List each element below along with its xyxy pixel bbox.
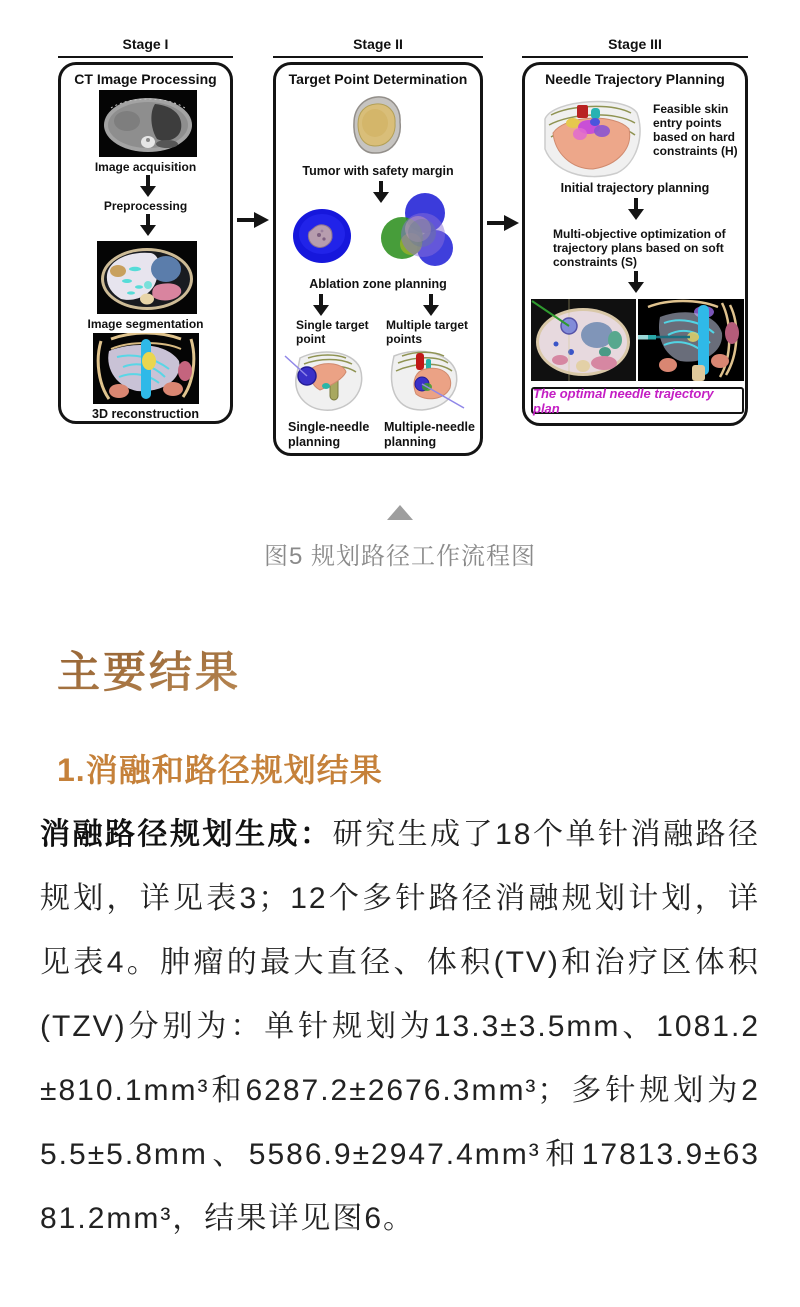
section-subtitle: 1.消融和路径规划结果 — [57, 752, 383, 789]
label-initial-trajectory: Initial trajectory planning — [560, 181, 710, 195]
label-image-segmentation: Image segmentation — [87, 317, 204, 331]
figure-caption: 图5 规划路径工作流程图 — [263, 543, 536, 570]
article-body — [0, 649, 800, 1251]
label-multiobjective: Multi-objective optimization of trajectory plans based on soft constraints (S) — [553, 227, 726, 270]
reconstruction-image — [93, 333, 199, 404]
arrow-down-icon — [139, 214, 157, 236]
feasible-points-image — [535, 93, 647, 181]
label-single-needle: Single-needle planning — [288, 420, 370, 449]
ablation-multi-image — [378, 191, 454, 273]
ablation-single-image — [291, 207, 353, 265]
arrow-down-icon — [627, 198, 645, 220]
stage1-label: Stage I — [58, 36, 233, 58]
stage2-panel — [273, 62, 483, 456]
stage3-panel — [522, 62, 748, 426]
optimal-plan-box — [531, 387, 744, 414]
label-multiple-needle: Multiple-needle planning — [384, 420, 475, 449]
arrow-down-icon — [312, 294, 330, 316]
stage1-title: CT Image Processing — [74, 71, 217, 87]
stage2-label: Stage II — [273, 36, 483, 58]
paragraph-text: 研究生成了18个单针消融路径规划，详见表3；12个多针路径消融规划计划，详见表4。肿瘤的最大直径、体积(TV)和治疗区体积(TZV)分别为：单针规划为13.3±3.5mm、1081.2±810.1mm³和6287.2±2676.3mm³；多针规划为25.5±5.8mm、5586.9±2947.4mm³和17813.9±6381.2mm³，结果详见图6。 — [40, 817, 761, 1235]
planned-3d-image — [638, 299, 744, 381]
label-ablation-planning: Ablation zone planning — [309, 277, 447, 291]
label-preprocessing: Preprocessing — [103, 199, 188, 213]
stage-arrow-right-icon — [487, 214, 519, 232]
collapse-triangle-icon — [387, 505, 413, 520]
single-needle-image — [284, 346, 368, 416]
stage3-title: Needle Trajectory Planning — [545, 71, 725, 87]
paragraph-lead: 消融路径规划生成： — [40, 817, 333, 851]
tumor-image — [350, 95, 404, 157]
figure-flowchart[interactable] — [0, 0, 800, 480]
label-multiple-target: Multiple target points — [386, 318, 469, 347]
label-feasible-points: Feasible skin entry points based on hard constraints (H) — [653, 102, 738, 159]
arrow-down-icon — [422, 294, 440, 316]
stage3-label: Stage III — [522, 36, 748, 58]
segmentation-image — [97, 241, 197, 314]
label-image-acquisition: Image acquisition — [94, 160, 197, 174]
stage-arrow-right-icon — [237, 211, 269, 229]
section-title: 主要结果 — [57, 649, 760, 698]
multiple-needle-image — [376, 346, 466, 416]
planned-ct-image — [531, 299, 636, 381]
stage2-title: Target Point Determination — [288, 71, 468, 87]
label-3d-reconstruction: 3D reconstruction — [92, 407, 199, 421]
label-single-target: Single target point — [296, 318, 369, 347]
arrow-down-icon — [139, 175, 157, 197]
ct-acquisition-image — [99, 90, 197, 157]
label-tumor-margin: Tumor with safety margin — [302, 164, 454, 178]
arrow-down-icon — [627, 271, 645, 293]
stage1-panel — [58, 62, 233, 424]
optimal-plan-text: The optimal needle trajectory plan — [533, 385, 714, 416]
body-paragraph — [40, 803, 760, 1251]
